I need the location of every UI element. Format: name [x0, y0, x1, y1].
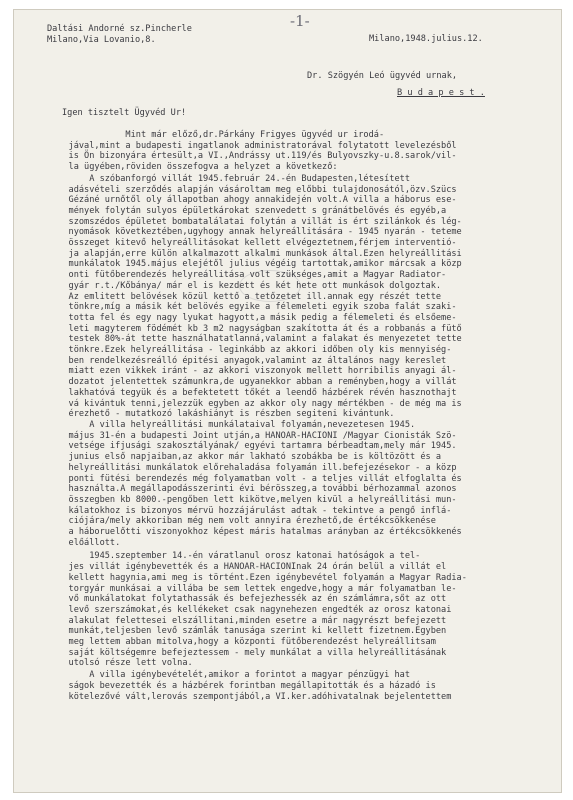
- body-line: jes villát igénybevették és a HANOAR-HACIONInak 24 órán belül a villát el: [53, 562, 447, 573]
- body-line: előállott.: [53, 537, 121, 548]
- body-line: A villa helyreállitási munkálataival folyamán,nevezetesen 1945.: [53, 419, 416, 430]
- body-line: A villa igénybevételét,amikor a forintot a magyar pénzügyi hat: [53, 670, 410, 681]
- body-line: nyomások következtében,ugyhogy annak helyreállitására - 1945 nyarán - teteme: [53, 227, 462, 238]
- body-paragraph: [53, 130, 553, 173]
- letter-page: [13, 9, 562, 793]
- body-line: vá kivántuk tenni,jelezzük egyben az akkor oly nagy mértékben - de még ma is: [53, 398, 462, 409]
- body-line: torgyár munkásai a villába be sem lettek engedve,hogy a már folyamatban le-: [53, 583, 457, 594]
- body-line: la ügyében,röviden összefogva a helyzet a következő:: [53, 162, 338, 173]
- body-line: összeget kitevő helyreállitásokat kellett elvégeztetnem,férjem interventió-: [53, 238, 457, 249]
- body-line: munkálatok 1945.május elejétől julius végéig tartottak,amikor márcsak a közp: [53, 259, 462, 270]
- body-line: mények folytán sulyos épületkárokat szenvedett s gránátbelövés és egyéb,a: [53, 205, 447, 216]
- body-line: gyár r.t./Kőbánya/ már el is kezdett és két hete ott munkások dolgoztak.: [53, 280, 442, 291]
- body-line: vő munkálatokat folytathassák és befejezhessék az én számlámra,sőt az ott: [53, 594, 447, 605]
- body-line: testek 80%-át tette használhatatlanná,valamint a falakat és menyezetet tette: [53, 334, 462, 345]
- body-line: dozatot jelentettek számunkra,de ugyanekkor abban a reményben,hogy a villát: [53, 377, 457, 388]
- salutation: Igen tisztelt Ügyvéd Ur!: [62, 108, 187, 118]
- letter-body: [53, 130, 553, 702]
- body-line: adásvételi szerződés alapján vásároltam meg előbbi tulajdonosától,özv.Szücs: [53, 184, 457, 195]
- body-line: ságok bevezették és a házbérek forintban megállapitották és a házadó is: [53, 680, 436, 691]
- body-line: kálatokhoz is bizonyos mérvü hozzájárulást adtak - tekintve a pengő inflá-: [53, 505, 452, 516]
- body-line: vetsége ifjusági szakosztályának/ egyévi tartamra bérbeadtam,mely már 1945.: [53, 441, 457, 452]
- body-line: munkát,teljesben levő számlák tanusága szerint ki kellett fizetnem.Egyben: [53, 626, 447, 637]
- page-number-mark: -1-: [290, 12, 310, 30]
- body-line: meg lettem abban mitolva,hogy a központi fütőberendezést helyreállitsam: [53, 637, 436, 648]
- body-line: saját költségemre befejeztessem - mely munkálat a villa helyreállitásának: [53, 647, 447, 658]
- body-line: kellett hagynia,ami meg is történt.Ezen igénybevétel folyamán a Magyar Radia-: [53, 572, 467, 583]
- body-line: összegben kb 8000.-pengőben lett kikötve,melyen kivül a helyreállitási mun-: [53, 494, 457, 505]
- body-paragraph: [53, 420, 553, 548]
- body-line: utolsó része lett volna.: [53, 658, 193, 669]
- body-line: totta fel és egy nagy lyukat hagyott,a másik pedig a félemeleti és elsőeme-: [53, 312, 457, 323]
- recipient-line: Dr. Szögyén Leó ügyvéd urnak,: [307, 71, 458, 81]
- body-line: alakulat felettesei elszállitani,minden esetre a már nagyrészt befejezett: [53, 615, 447, 626]
- body-line: helyreállitási munkálatok előrehaladása folyamán ill.befejezésekor - a közp: [53, 462, 457, 473]
- body-line: lakhatóvá tegyük és a befektetett tőkét a leendő házbérek révén hasznothajt: [53, 387, 457, 398]
- body-line: ponti fütési berendezés még folyamatban volt - a teljes villát elfoglalta és: [53, 473, 462, 484]
- body-line: A szóbanforgó villát 1945.február 24.-én Budapesten,létesített: [53, 173, 410, 184]
- body-paragraph: [53, 551, 553, 669]
- sender-name: Daltási Andorné sz.Pincherle: [47, 24, 192, 34]
- body-line: ja alapján,erre külön alkalmazott alkalmi munkások által.Ezen helyreállitási: [53, 248, 462, 259]
- body-line: tönkre,míg a másik két belövés egyike a félemeleti egyik szoba falát szaki-: [53, 302, 457, 313]
- body-line: junius első napjaiban,az akkor már lakható szobákba be is költözött és a: [53, 452, 442, 463]
- body-line: május 31-én a budapesti Joint utján,a HANOAR-HACIONI /Magyar Cionisták Szö-: [53, 430, 457, 441]
- body-line: érezhető - mutatkozó lakáshiányt is részben segiteni kivántunk.: [53, 409, 395, 420]
- recipient-city: [397, 88, 485, 99]
- body-line: használta.A megállapodásszerinti évi bérösszeg,a további bérhozammal azonos: [53, 484, 457, 495]
- sender-address: [47, 24, 192, 45]
- letter-date: Milano,1948.julius.12.: [369, 34, 483, 44]
- body-line: onti fütőberendezés helyreállitása volt szükséges,amit a Magyar Radiator-: [53, 270, 447, 281]
- body-line: leti magyterem födémét kb 3 m2 nagyságban szakította át és a robbanás a fütő: [53, 323, 462, 334]
- body-line: kötelezővé vált,lerovás szempontjából,a VI.ker.adóhivatalnak bejelentettem: [53, 691, 452, 702]
- body-line: jával,mint a budapesti ingatlanok administratorával folytatott levelezésből: [53, 140, 457, 151]
- body-line: ben rendelkezésreálló épitési anyagok,valamint az általános nagy kereslet: [53, 355, 447, 366]
- body-line: 1945.szeptember 14.-én váratlanul orosz katonai hatóságok a tel-: [53, 551, 421, 562]
- recipient-city-text: B u d a p e s t .: [397, 88, 485, 98]
- body-line: szomszédos épületet bombatalálatai folytán a villát is ért szilánkok és lég-: [53, 216, 462, 227]
- body-line: a háboruelőtti viszonyokhoz képest máris hatalmas arányban az értékcsökkenés: [53, 527, 462, 538]
- body-line: Mint már előző,dr.Párkány Frigyes ügyvéd ur irodá-: [53, 130, 385, 140]
- body-line: tönkre.Ezek helyreállitása - leginkább az akkori időben oly kis mennyiség-: [53, 345, 452, 356]
- body-paragraph: [53, 670, 553, 702]
- body-line: is Ön bizonyára értesült,a VI.,Andrássy ut.119/és Bulyovszky-u.8.sarok/vil-: [53, 151, 457, 162]
- sender-street: Milano,Via Lovanio,8.: [47, 34, 156, 45]
- body-line: miatt ezen vikkek iránt - az akkori viszonyok mellett horribilis anyagi ál-: [53, 366, 457, 377]
- body-line: Gézáné urnőtől oly állapotban ahogy annakidején volt.A villa a háborus ese-: [53, 195, 457, 206]
- body-line: levő szerszámokat,és kellékeket csak nagynehezen engedték az orosz katonai: [53, 604, 452, 615]
- body-line: ciójára/mely akkoriban még nem volt annyira érezhető,de értékcsökkenése: [53, 516, 436, 527]
- body-paragraph: [53, 174, 553, 420]
- body-line: Az emlitett belövések közül kettő a tetőzetet ill.annak egy részét tette: [53, 291, 442, 302]
